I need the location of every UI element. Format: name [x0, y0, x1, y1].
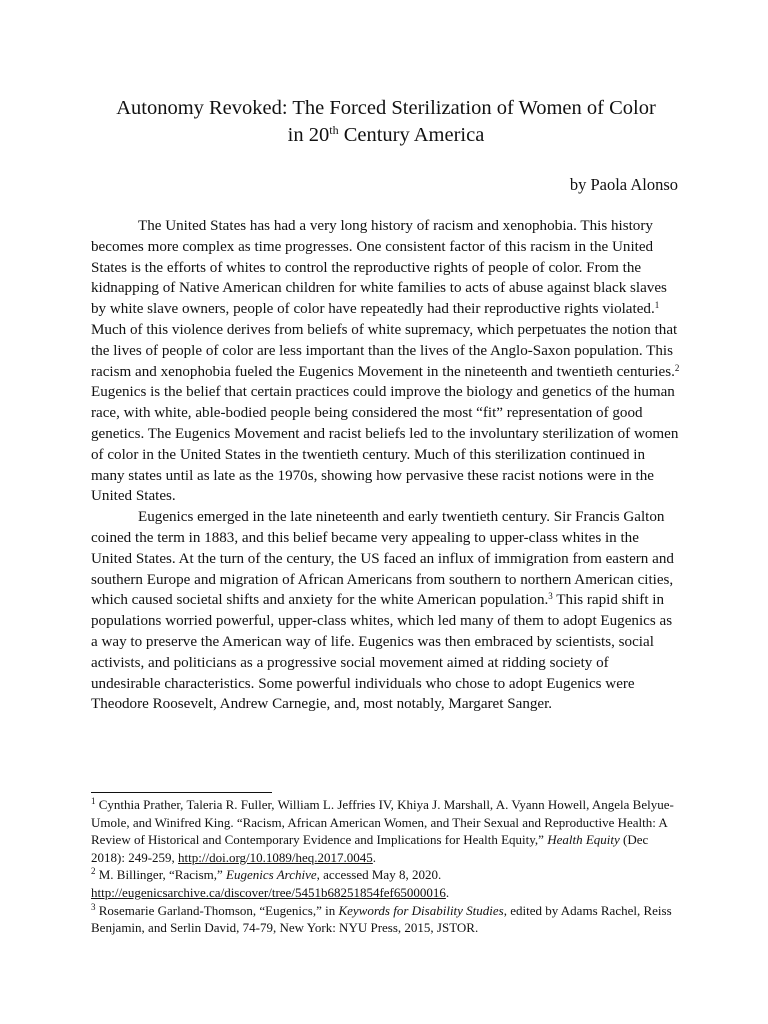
- text-run: M. Billinger, “Racism,”: [95, 867, 227, 883]
- footnote-marker: 1: [654, 300, 660, 311]
- text-run: The United States has had a very long history of racism and xenophobia. This history becomes more complex as time progresses. One consistent factor of this racism in the United States is the efforts of whites to control the reproductive rights of people of color. From the kidnapping of Native American children for white families to acts of abuse against black slaves by white slave owners, people of color have repeatedly had their reproductive rights violated.: [91, 218, 667, 318]
- footnote: [91, 902, 681, 937]
- text-run: Eugenics is the belief that certain practices could improve the biology and genetics of the human race, with white, able-bodied people being considered the most “fit” representation of good genetics. The Eugenics Movement and racist beliefs led to the involuntary sterilization of women of color in the United States in the twentieth century. Much of this sterilization continued in many states until as late as the 1970s, showing how pervasive these racist notions were in the United States.: [91, 384, 679, 505]
- footnote-separator: [91, 792, 272, 793]
- footnote-marker: 2: [674, 362, 680, 373]
- text-run: Eugenics emerged in the late nineteenth and early twentieth century. Sir Francis Galton coined the term in 1883, and this belief became very appealing to upper-class whites in the United States. At the turn of the century, the US faced an influx of immigration from eastern and southern Europe and migration of African Americans from southern to northern American cities, which caused societal shifts and anxiety for the white American population.: [91, 509, 674, 609]
- document-title: [80, 95, 692, 149]
- body-paragraph: [91, 507, 681, 715]
- citation-link[interactable]: http://doi.org/10.1089/heq.2017.0045: [178, 849, 373, 865]
- title-line-1: Autonomy Revoked: The Forced Sterilization of Women of Color: [116, 97, 656, 119]
- text-run: Rosemarie Garland-Thomson, “Eugenics,” in: [95, 902, 339, 918]
- footnote: [91, 796, 681, 866]
- footnote: [91, 866, 681, 901]
- text-run: (Dec 2018): 249-259,: [91, 832, 649, 865]
- text-run: .: [445, 884, 450, 900]
- text-run: , accessed May 8, 2020.: [316, 867, 442, 883]
- title-line-2-suffix: Century America: [338, 124, 485, 146]
- body-text: [91, 216, 681, 715]
- italic-title: Eugenics Archive: [226, 867, 317, 883]
- text-run: , edited by Adams Rachel, Reiss Benjamin, and Serlin David, 74-79, New York: NYU Press, 2015, JSTOR.: [91, 902, 672, 936]
- italic-title: Keywords for Disability Studies: [338, 902, 504, 918]
- text-run: This rapid shift in populations worried powerful, upper-class whites, which led many of them to adopt Eugenics as a way to preserve the American way of life. Eugenics was then embraced by scientists, social activists, and politicians as a progressive social movement aimed at ridding society of undesirable characteristics. Some powerful individuals who chose to adopt Eugenics were Theodore Roosevelt, Andrew Carnegie, and, most notably, Margaret Sanger.: [91, 592, 673, 713]
- citation-link[interactable]: http://eugenicsarchive.ca/discover/tree/5451b68251854fef65000016: [91, 884, 446, 900]
- italic-title: Health Equity: [547, 832, 620, 848]
- text-run: Cynthia Prather, Taleria R. Fuller, William L. Jeffries IV, Khiya J. Marshall, A. Vyann Howell, Angela Belyue-Umole, and Winifred King. “Racism, African American Women, and Their Sexual and Reproductive Health: A Review of Historical and Contemporary Evidence and Implications for Health Equity,”: [91, 797, 674, 848]
- author-byline: by Paola Alonso: [569, 175, 678, 194]
- footnote-marker: 3: [548, 591, 553, 602]
- footnote-marker: 2: [91, 866, 96, 877]
- footnotes: [91, 796, 681, 937]
- text-run: Much of this violence derives from beliefs of white supremacy, which perpetuates the notion that the lives of people of color are less important than the lives of the Anglo-Saxon population. This racism and xenophobia fueled the Eugenics Movement in the nineteenth and twentieth centuries.: [91, 321, 678, 380]
- text-run: .: [372, 849, 377, 865]
- body-paragraph: [91, 216, 681, 507]
- footnote-marker: 1: [91, 796, 96, 806]
- title-superscript: th: [329, 123, 339, 137]
- footnote-marker: 3: [91, 901, 96, 912]
- title-line-2-prefix: in 20: [287, 124, 330, 146]
